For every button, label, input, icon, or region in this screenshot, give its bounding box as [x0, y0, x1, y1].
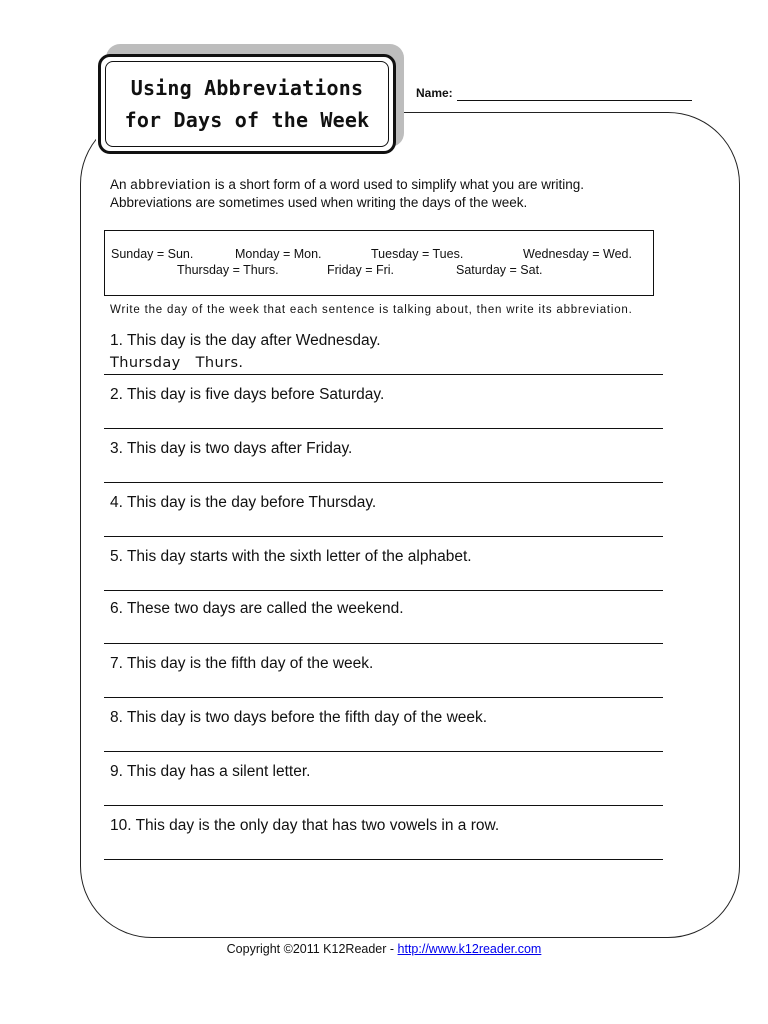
intro-line-1 [110, 176, 670, 194]
answer-line-8[interactable] [104, 751, 663, 752]
question-1: 1. This day is the day after Wednesday. [110, 332, 381, 349]
answer-line-9[interactable] [104, 805, 663, 806]
k12reader-link[interactable]: http://www.k12reader.com [397, 942, 542, 956]
copyright-text: Copyright ©2011 K12Reader - [226, 942, 398, 956]
question-10: 10. This day is the only day that has two vowels in a row. [110, 817, 500, 834]
question-7: 7. This day is the fifth day of the week. [110, 655, 374, 672]
question-3: 3. This day is two days after Friday. [110, 440, 353, 457]
question-4: 4. This day is the day before Thursday. [110, 494, 377, 511]
abbr-sunday: Sunday = Sun. [111, 247, 194, 261]
question-5: 5. This day starts with the sixth letter of the alphabet. [110, 548, 472, 565]
answer-line-6[interactable] [104, 643, 663, 644]
intro-line-2: Abbreviations are sometimes used when writing the days of the week. [110, 195, 528, 210]
answer-line-4[interactable] [104, 536, 663, 537]
answer-line-7[interactable] [104, 697, 663, 698]
abbreviation-box [104, 230, 654, 296]
question-8: 8. This day is two days before the fifth day of the week. [110, 709, 488, 726]
example-answer-day: Thursday [110, 355, 181, 371]
question-2: 2. This day is five days before Saturday. [110, 386, 385, 403]
abbr-friday: Friday = Fri. [327, 263, 395, 277]
answer-line-5[interactable] [104, 590, 663, 591]
title-inner-border [105, 61, 389, 147]
abbr-saturday: Saturday = Sat. [456, 263, 543, 277]
intro-prefix: An [110, 177, 127, 192]
title-line-2: for Days of the Week [124, 108, 370, 132]
answer-line-3[interactable] [104, 482, 663, 483]
question-9: 9. This day has a silent letter. [110, 763, 311, 780]
answer-line-2[interactable] [104, 428, 663, 429]
abbr-thursday: Thursday = Thurs. [177, 263, 279, 277]
intro-rest: is a short form of a word used to simplify what you are writing. [214, 177, 584, 192]
answer-line-10[interactable] [104, 859, 663, 860]
title-box [98, 54, 396, 154]
intro-keyword: abbreviation [130, 177, 212, 192]
answer-line-1[interactable] [104, 374, 663, 375]
abbr-tuesday: Tuesday = Tues. [371, 247, 464, 261]
example-answer-abbreviation: Thurs. [195, 355, 244, 371]
name-label: Name: [416, 86, 453, 100]
abbr-wednesday: Wednesday = Wed. [523, 247, 632, 261]
abbr-monday: Monday = Mon. [235, 247, 322, 261]
footer [0, 942, 768, 956]
name-field[interactable] [416, 86, 692, 104]
question-6: 6. These two days are called the weekend. [110, 600, 404, 617]
intro-text [110, 176, 670, 212]
name-blank-line[interactable] [457, 100, 692, 101]
example-answer [110, 355, 243, 371]
instructions: Write the day of the week that each sentence is talking about, then write its abbreviation. [110, 304, 633, 316]
title-line-1: Using Abbreviations [130, 76, 364, 100]
